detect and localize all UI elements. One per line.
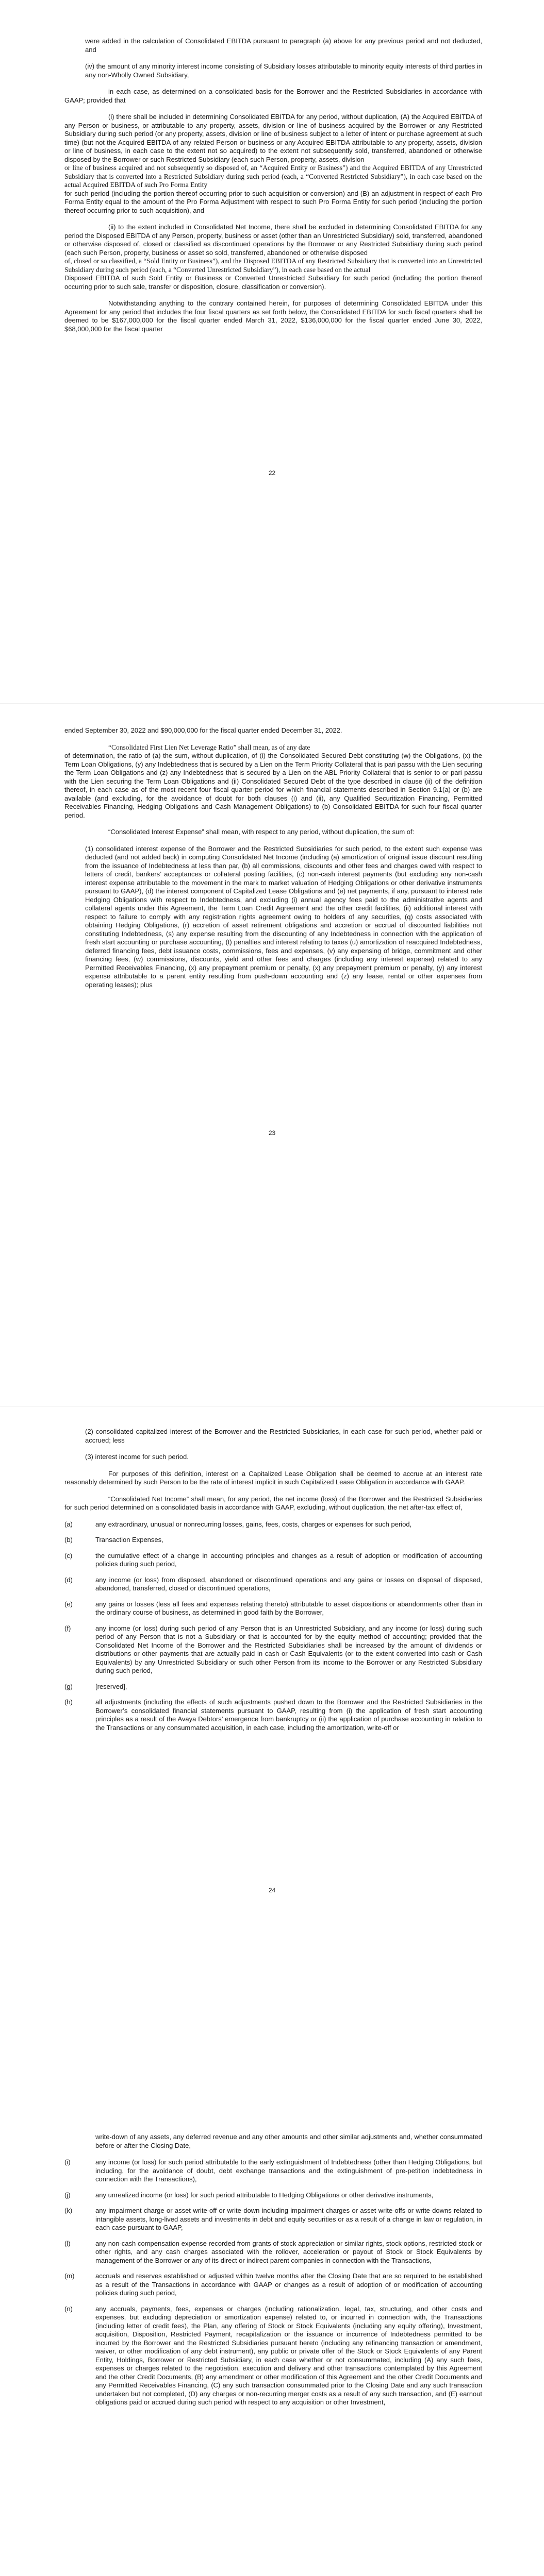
paragraph-clause-3: (3) interest income for such period. [85, 1453, 189, 1461]
clause-text: any impairment charge or asset write-off or write-down including impairment charges or asset write-offs or write-downs related to intangible assets, long-lived assets and investments in debt and equity securities or as a result of a change in law or regulation, in each case pursuant to GAAP, [95, 2207, 482, 2231]
clause-item [64, 2305, 482, 2407]
clause-text: any income (or loss) during such period of any Person that is an Unrestricted Subsidiary, and any income (or loss) during such period of any Person that is not a Subsidiary or that is accounted for by the equity method of accounting; provided that the Consolidated Net Income of the Borrower and the Restricted Subsidiaries shall be increased by the amount of dividends or distributions or other payments that are actually paid in cash or Cash Equivalents (or to the extent converted into cash or Cash Equivalents) by any Unrestricted Subsidiary or such other Person from its income to the Borrower or any Restricted Subsidiary during such period, [95, 1624, 482, 1674]
clause-text: any non-cash compensation expense recorded from grants of stock appreciation or similar rights, stock options, restricted stock or other rights, and any cash charges associated with the rollover, acceleration or payout of Stock or Stock Equivalents by management of the Borrower or any of its direct or indirect parent companies in connection with the Transactions, [95, 2239, 482, 2264]
page-number: 22 [268, 469, 276, 477]
clause-text: any unrealized income (or loss) for such period attributable to Hedging Obligations or other derivative instruments, [95, 2191, 434, 2199]
clause-label: (l) [64, 2239, 71, 2247]
clause-text: Transaction Expenses, [95, 1536, 163, 1544]
paragraph-proviso-ii: (ii) to the extent included in Consolidated Net Income, there shall be excluded in determining Consolidated EBITDA for any period the Disposed EBITDA of any Person, property, business or asset (other than an Unrestricted Subsidiary) sold, transferred, abandoned or otherwise disposed of, closed or classified as discontinued operations by the Borrower or any Restricted Subsidiary during such period (each such Person, property, business or asset so sold, transferred, abandoned or otherwise disposed [64, 223, 482, 257]
clause-item [64, 2240, 482, 2265]
paragraph-proviso-i-cont: for such period (including the portion thereof occurring prior to such acquisition or conversion) and (B) an adjustment in respect of each Pro Forma Entity equal to the amount of the Pro Forma Adjustment with respect to such Pro Forma Entity for such period (including the portion thereof occurring prior to such acquisition), and [64, 189, 482, 214]
clause-item [64, 1600, 482, 1617]
clause-label: (k) [64, 2207, 73, 2214]
clause-label: (e) [64, 1600, 73, 1608]
clause-label: (a) [64, 1520, 73, 1528]
definition-first-lien-ratio: “Consolidated First Lien Net Leverage Ratio” shall mean, as of any date [108, 743, 310, 751]
clause-text: accruals and reserves established or adjusted within twelve months after the Closing Date that are so required to be established as a result of the Transactions in accordance with GAAP or changes as a result of adoption of or modification of accounting policies during such period, [95, 2272, 482, 2297]
paragraph-clause-2: (2) consolidated capitalized interest of the Borrower and the Restricted Subsidiaries, in each case for such period, whether paid or accrued; less [85, 1428, 482, 1444]
clause-label: (n) [64, 2304, 73, 2313]
clause-list [64, 2158, 482, 2407]
paragraph-proviso-ii-cont: Disposed EBITDA of such Sold Entity or Business or Converted Unrestricted Subsidiary for such period (including the portion thereof occurring prior to such sale, transfer or disposition, closure, classification or conversion). [64, 274, 482, 291]
clause-label: (j) [64, 2191, 71, 2199]
page-number: 23 [268, 1129, 276, 1137]
clause-list [64, 1520, 482, 1733]
clause-item [64, 2207, 482, 2232]
page-25 [0, 2110, 544, 2576]
paragraph: ended September 30, 2022 and $90,000,000 for the fiscal quarter ended December 31, 2022. [64, 726, 342, 734]
paragraph-clause-1: (1) consolidated interest expense of the Borrower and the Restricted Subsidiaries for such period, to the extent such expense was deducted (and not added back) in computing Consolidated Net Income (including (a) amortization of original issue discount resulting from the issuance of Indebtedness at less than par, (b) all commissions, discounts and other fees and charges owed with respect to letters of credit, bankers’ acceptances or collateral posting facilities, (c) non-cash interest payments (but excluding any non-cash interest expense attributable to the movement in the mark to market valuation of Hedging Obligations or other derivative instruments pursuant to GAAP), (d) the interest component of Capitalized Lease Obligations and (e) net payments, if any, pursuant to interest rate Hedging Obligations with respect to Indebtedness, and excluding (i) annual agency fees paid to the administrative agents and collateral agents under this Agreement, the Term Loan Credit Agreement and the other credit facilities, (ii) additional interest with respect to failure to comply with any registration rights agreement owing to holders of any securities, (q) costs associated with obtaining Hedging Obligations, (r) accretion of asset retirement obligations and accretion or accrual of discounted liabilities not constituting Indebtedness, (s) any expense resulting from the discounting of any Indebtedness in connection with the application of fresh start accounting or purchase accounting, (t) penalties and interest relating to taxes (u) amortization of reacquired Indebtedness, deferred financing fees, debt issuance costs, commissions, fees and expenses, (v) any expensing of bridge, commitment and other financing fees, (w) commissions, discounts, yield and other fees and charges (including any interest expense) related to any Permitted Receivables Financing, (x) any prepayment premium or penalty, (x) any prepayment premium or penalty, (y) any interest expense attributable to a parent entity resulting from push-down accounting and (z) any lease, rental or other expenses from operating leases); plus [85, 844, 482, 989]
clause-label: (i) [64, 2158, 71, 2166]
clause-text: all adjustments (including the effects of such adjustments pushed down to the Borrower and the Restricted Subsidiaries in the Borrower’s consolidated financial statements pursuant to GAAP, resulting from (i) the application of fresh start accounting principles as a result of the Avaya Debtors’ emergence from bankruptcy or (ii) the application of purchase accounting in relation to the Transactions or any consummated acquisition, in each case, including the amortization, write-off or [95, 1698, 482, 1732]
clause-item [64, 1576, 482, 1593]
paragraph: were added in the calculation of Consolidated EBITDA pursuant to paragraph (a) above for any previous period and not deducted, and [85, 37, 482, 54]
definition-first-lien-ratio-cont: of determination, the ratio of (a) the sum, without duplication, of (i) the Consolidated Secured Debt constituting (w) the Obligations, (x) the Term Loan Obligations, (y) any Indebtedness that is secured by a Lien on the Term Priority Collateral that is pari passu with the Lien securing the Term Loan Obligations and (z) any Indebtedness that is secured by a Lien on the ABL Priority Collateral that is senior to or pari passu with the Lien securing the Term Loan Obligations and (ii) Consolidated Secured Debt of the type described in clause (ii) of the definition thereof, in each case as of the most recent four fiscal quarter period for which financial statements described in Section 9.1(a) or (b) are available (and excluding, for the avoidance of doubt for both clauses (i) and (ii), any Qualified Securitization Financing, Permitted Receivables Financing, Hedging Obligations and Cash Management Obligations) to (b) Consolidated EBITDA for such four fiscal quarter period. [64, 752, 482, 819]
clause-item [64, 1624, 482, 1675]
clause-text: the cumulative effect of a change in accounting principles and changes as a result of adoption or modification of accounting policies during such period, [95, 1551, 482, 1568]
paragraph-proviso-ii-cont: of, closed or so classified, a “Sold Entity or Business”), and the Disposed EBITDA of any Restricted Subsidiary that is converted into an Unrestricted Subsidiary during such period (each, a “Converted Unrestricted Subsidiary”), in each case based on the actual [64, 257, 482, 274]
clause-item [64, 1536, 482, 1545]
definition-interest-expense: “Consolidated Interest Expense” shall mean, with respect to any period, without duplication, the sum of: [108, 828, 415, 836]
clause-item [64, 1520, 482, 1529]
clause-text: any income (or loss) for such period attributable to the early extinguishment of Indebtedness (other than Hedging Obligations, but including, for the avoidance of doubt, debt exchange transactions and the extinguishment of pre-petition indebtedness in connection with the Transactions), [95, 2158, 482, 2183]
clause-item [64, 2158, 482, 2184]
clause-item [64, 2272, 482, 2298]
paragraph-continuation: write-down of any assets, any deferred revenue and any other amounts and other similar adjustments and, whether consummated before or after the Closing Date, [95, 2133, 482, 2149]
clause-text: any accruals, payments, fees, expenses or charges (including rationalization, legal, tax, structuring, and other costs and expenses, but excluding depreciation or amortization expense) related to, or incurred in connection with, the Transactions (including letter of credit fees), the Plan, any offering of Stock or Stock Equivalents (including any equity offering), Investment, acquisition, Disposition, Restricted Payment, recapitalization or the issuance or incurrence of Indebtedness permitted to be incurred by the Borrower and the Restricted Subsidiaries pursuant hereto (including any refinancing transaction or amendment, waiver, or other modification of any debt instrument), any public or private offer of the Stock or Stock Equivalents of any Parent Entity, Holdings, Borrower or Restricted Subsidiary, in each case whether or not consummated, including (A) any such fees, expenses or charges related to the negotiation, execution and delivery and other transactions contemplated by this Agreement and the other Credit Documents, (B) any amendment or other modification of this Agreement and the other Credit Documents and any Permitted Receivables Financing, (C) any such transaction consummated prior to the Closing Date and any such transaction undertaken but not completed, (D) any charges or non-recurring merger costs as a result of any such transaction, and (E) earnout obligations paid or accrued during such period with respect to any acquisition or other Investment, [95, 2304, 482, 2406]
clause-label: (h) [64, 1698, 73, 1706]
page-22 [0, 0, 544, 703]
paragraph: in each case, as determined on a consolidated basis for the Borrower and the Restricted Subsidiaries in accordance with GAAP; provided that [64, 88, 482, 104]
clause-text: any extraordinary, unusual or nonrecurring losses, gains, fees, costs, charges or expenses for such period, [95, 1520, 412, 1528]
page-23 [0, 704, 544, 1406]
paragraph-proviso-i-cont: or line of business acquired and not subsequently so disposed of, an “Acquired Entity or Business”) and the Acquired EBITDA of any Unrestricted Subsidiary that is converted into a Restricted Subsidiary during such period (each, a “Converted Restricted Subsidiary”), in each case based on the actual Acquired EBITDA of such Pro Forma Entity [64, 164, 482, 189]
paragraph-proviso-i: (i) there shall be included in determining Consolidated EBITDA for any period, without duplication, (A) the Acquired EBITDA of any Person or business, or attributable to any property, assets, division or line of business acquired by the Borrower or any Restricted Subsidiary during such period (or any property, assets, division or line of business subject to a letter of intent or purchase agreement at such time) (but not the Acquired EBITDA of any related Person or business or any Acquired EBITDA attributable to any property, assets, division or line of business, in each case to the extent not so acquired) to the extent not subsequently sold, transferred, abandoned or otherwise disposed by the Borrower or such Restricted Subsidiary (each such Person, property, assets, division [64, 113, 482, 163]
clause-text: [reserved], [95, 1682, 127, 1690]
page-24 [0, 1407, 544, 2110]
clause-text: any gains or losses (less all fees and expenses relating thereto) attributable to asset dispositions or abandonments other than in the ordinary course of business, as determined in good faith by the Borrower, [95, 1600, 482, 1616]
clause-label: (b) [64, 1536, 73, 1544]
paragraph: For purposes of this definition, interest on a Capitalized Lease Obligation shall be deemed to accrue at an interest rate reasonably determined by such Person to be the rate of interest implicit in such Capitalized Lease Obligation in accordance with GAAP. [64, 1469, 482, 1486]
clause-label: (g) [64, 1682, 73, 1690]
paragraph-deemed-ebitda: Notwithstanding anything to the contrary contained herein, for purposes of determining Consolidated EBITDA under this Agreement for any period that includes the four fiscal quarters as set forth below, the Consolidated EBITDA for such fiscal quarters shall be deemed to be $167,000,000 for the fiscal quarter ended March 31, 2022, $136,000,000 for the fiscal quarter ended June 30, 2022, $68,000,000 for the fiscal quarter [64, 299, 482, 333]
clause-text: any income (or loss) from disposed, abandoned or discontinued operations and any gains or losses on disposal of disposed, abandoned, transferred, closed or discontinued operations, [95, 1575, 482, 1592]
clause-label: (d) [64, 1575, 73, 1584]
clause-item [64, 1683, 482, 1691]
clause-label: (f) [64, 1624, 71, 1632]
clause-item [64, 2191, 482, 2200]
clause-label: (m) [64, 2272, 75, 2280]
paragraph-clause-iv: (iv) the amount of any minority interest income consisting of Subsidiary losses attributable to minority equity interests of third parties in any non-Wholly Owned Subsidiary, [85, 62, 482, 79]
clause-item [64, 1698, 482, 1732]
definition-net-income: “Consolidated Net Income” shall mean, for any period, the net income (loss) of the Borrower and the Restricted Subsidiaries for such period determined on a consolidated basis in accordance with GAAP, excluding, without duplication, the net after-tax effect of, [64, 1495, 482, 1511]
clause-label: (c) [64, 1551, 73, 1560]
page-number: 24 [268, 1887, 276, 1894]
clause-item [64, 1552, 482, 1569]
